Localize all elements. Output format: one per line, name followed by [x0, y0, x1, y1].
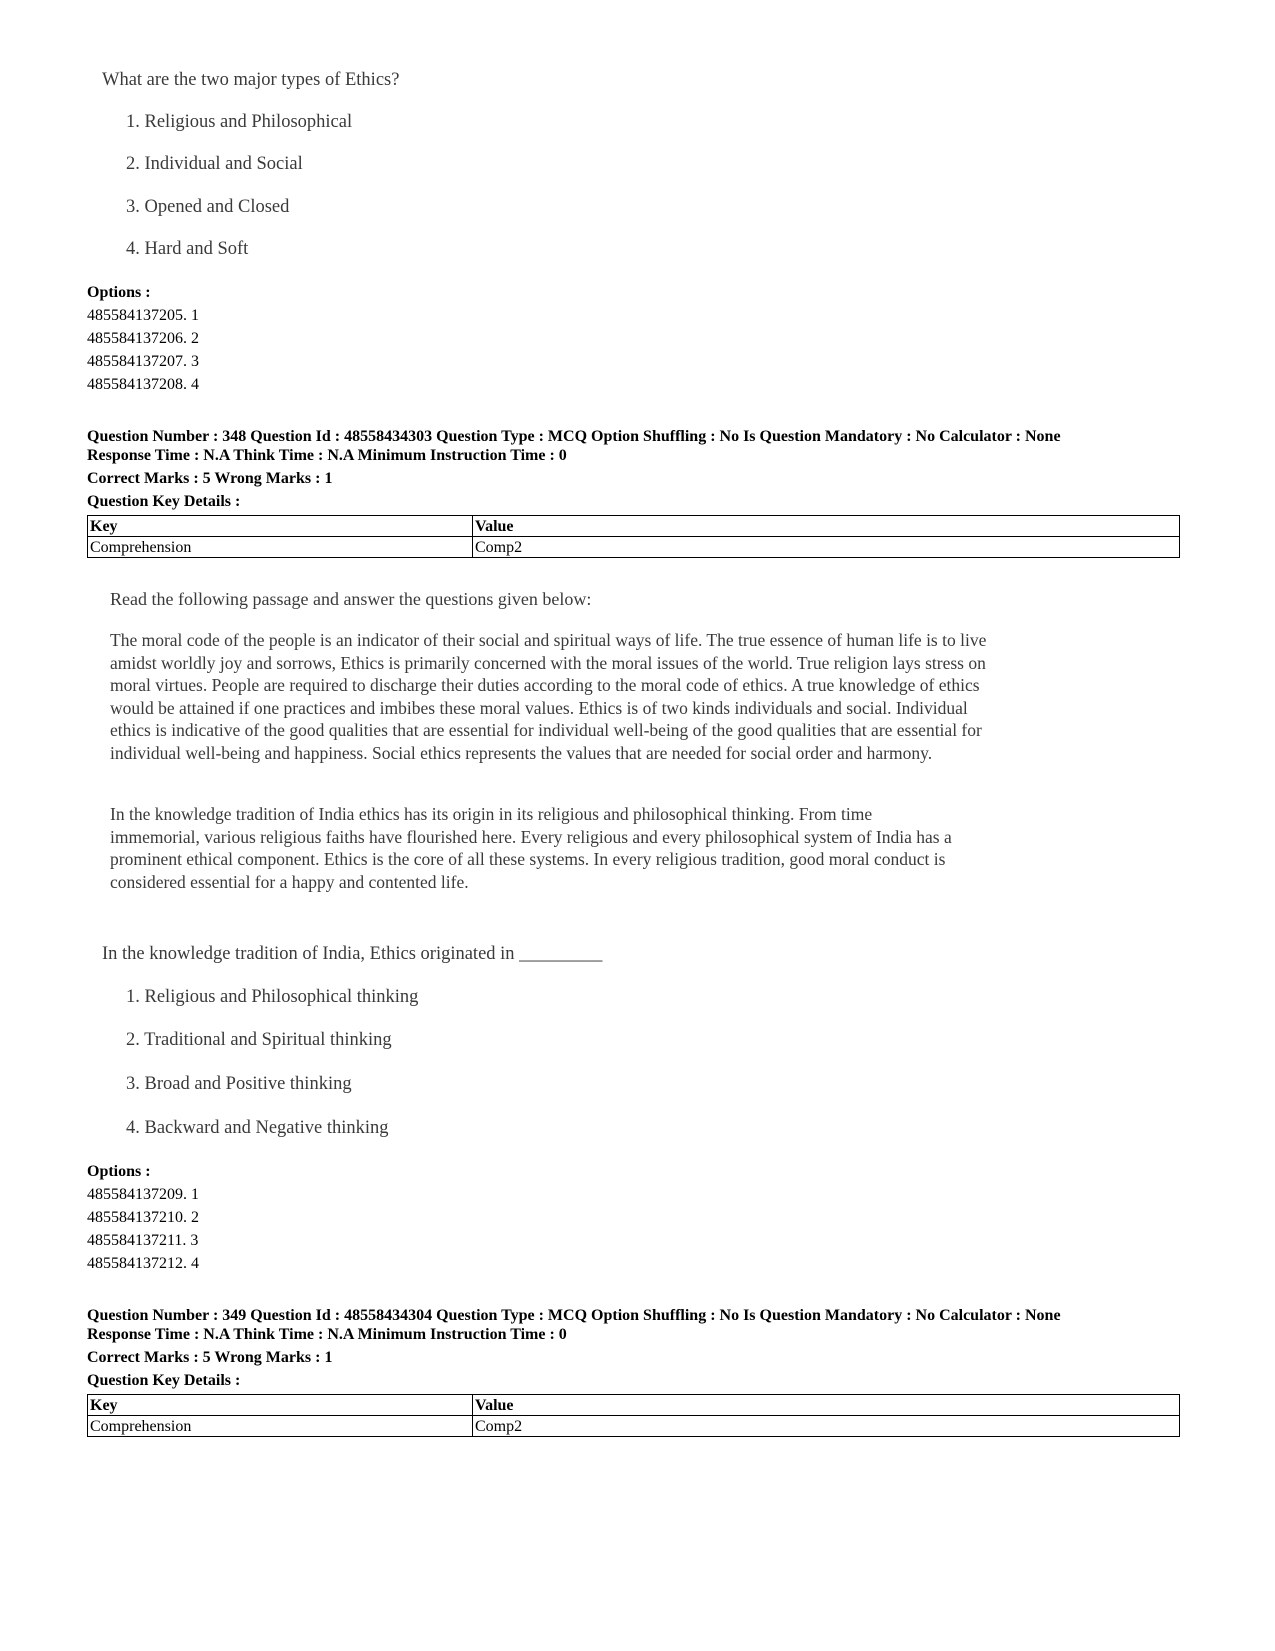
passage-paragraph-2: In the knowledge tradition of India ethics has its origin in its religious and philosophical thinking. From time immemorial, various religious faiths have flourished here. Every religious and every philosophical system of India has a prominent ethical component. Ethics is the core of all these systems. In every religious tradition, good moral conduct is considered essential for a happy and contented life.: [110, 804, 952, 892]
key-cell: Comprehension: [88, 1416, 473, 1437]
choice-2: 2. Traditional and Spiritual thinking: [126, 1030, 392, 1050]
question-meta-line-2: Response Time : N.A Think Time : N.A Minimum Instruction Time : 0: [87, 1326, 567, 1343]
question-text: What are the two major types of Ethics?: [102, 70, 400, 90]
value-cell: Comp2: [473, 537, 1180, 558]
options-label: Options :: [87, 284, 151, 301]
option-id-1: 485584137205. 1: [87, 307, 199, 324]
choice-1: 1. Religious and Philosophical: [126, 112, 353, 132]
key-header: Key: [88, 1395, 473, 1416]
choice-4: 4. Hard and Soft: [126, 239, 249, 259]
value-header: Value: [473, 1395, 1180, 1416]
choice-3: 3. Broad and Positive thinking: [126, 1074, 352, 1094]
value-header: Value: [473, 516, 1180, 537]
key-cell: Comprehension: [88, 537, 473, 558]
option-id-3: 485584137207. 3: [87, 353, 199, 370]
key-details-table: [87, 515, 1180, 558]
option-id-4: 485584137212. 4: [87, 1255, 199, 1272]
question-meta-line-1: Question Number : 349 Question Id : 48558434304 Question Type : MCQ Option Shuffling : No Is Question Mandatory : No Calculator : None: [87, 1307, 1061, 1324]
passage-paragraph-1: The moral code of the people is an indicator of their social and spiritual ways of life. The true essence of human life is to live amidst worldly joy and sorrows, Ethics is primarily concerned with the moral issues of the world. True religion lays stress on moral virtues. People are required to discharge their duties according to the moral code of ethics. A true knowledge of ethics would be attained if one practices and imbibes these moral values. Ethics is of two kinds individuals and social. Individual ethics is indicative of the good qualities that are essential for individual well-being of the good qualities that are essential for individual well-being and happiness. Social ethics represents the values that are needed for social order and harmony.: [110, 630, 987, 763]
option-id-3: 485584137211. 3: [87, 1232, 199, 1249]
key-details-label: Question Key Details :: [87, 1372, 241, 1389]
key-header: Key: [88, 516, 473, 537]
question-text: In the knowledge tradition of India, Ethics originated in _________: [102, 944, 603, 964]
option-id-1: 485584137209. 1: [87, 1186, 199, 1203]
options-label: Options :: [87, 1163, 151, 1180]
question-meta-line-2: Response Time : N.A Think Time : N.A Minimum Instruction Time : 0: [87, 447, 567, 464]
key-details-label: Question Key Details :: [87, 493, 241, 510]
choice-1: 1. Religious and Philosophical thinking: [126, 987, 419, 1007]
option-id-4: 485584137208. 4: [87, 376, 199, 393]
choice-4: 4. Backward and Negative thinking: [126, 1118, 389, 1138]
choice-3: 3. Opened and Closed: [126, 197, 290, 217]
question-meta-line-1: Question Number : 348 Question Id : 48558434303 Question Type : MCQ Option Shuffling : No Is Question Mandatory : No Calculator : None: [87, 428, 1061, 445]
marks-line: Correct Marks : 5 Wrong Marks : 1: [87, 1349, 333, 1366]
choice-2: 2. Individual and Social: [126, 154, 303, 174]
value-cell: Comp2: [473, 1416, 1180, 1437]
option-id-2: 485584137210. 2: [87, 1209, 199, 1226]
option-id-2: 485584137206. 2: [87, 330, 199, 347]
marks-line: Correct Marks : 5 Wrong Marks : 1: [87, 470, 333, 487]
key-details-table: [87, 1394, 1180, 1437]
passage-intro: Read the following passage and answer the questions given below:: [110, 589, 592, 609]
